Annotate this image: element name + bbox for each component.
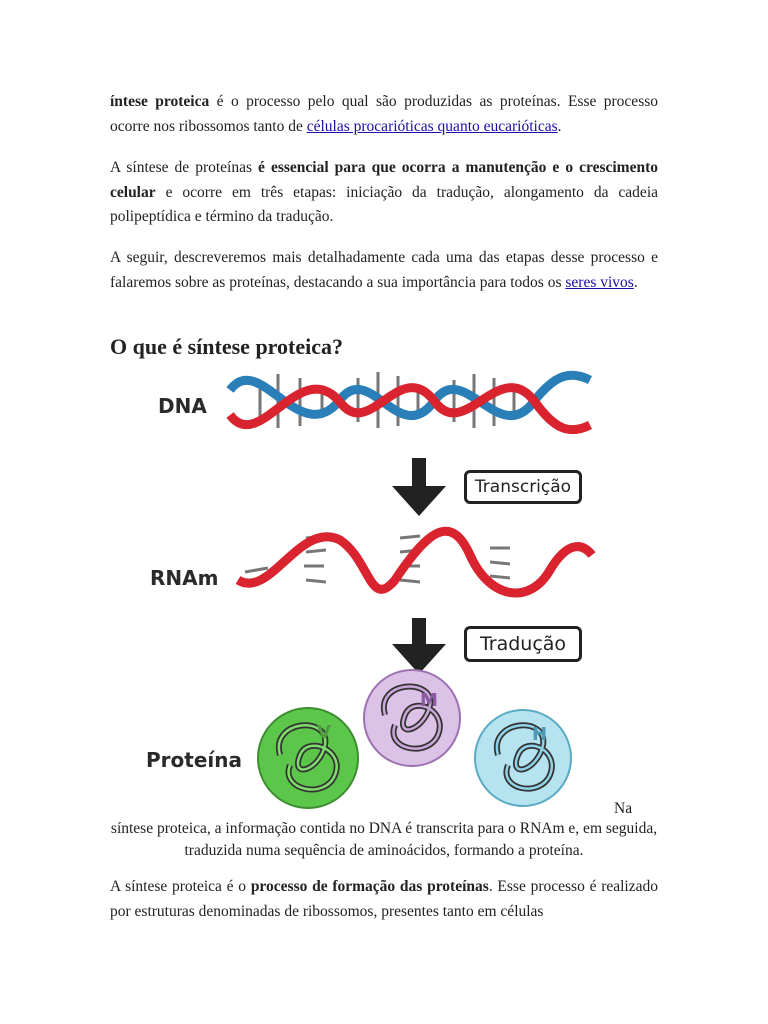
protein-sphere-green-icon	[258, 708, 358, 808]
dna-helix-icon	[230, 372, 590, 430]
paragraph-text: e ocorre em três etapas: iniciação da tradução, alongamento da cadeia polipeptídica e término da tradução.	[110, 183, 658, 226]
protein-sphere-cyan-icon	[475, 710, 571, 806]
label-rnam: RNAm	[150, 566, 219, 590]
bold-term: íntese proteica	[110, 93, 210, 110]
section-heading: O que é síntese proteica?	[110, 334, 344, 359]
paragraph-text: . Esse processo é realizado por estruturas denominadas de ribossomos, presentes tanto em células	[110, 878, 658, 920]
period: .	[633, 273, 638, 291]
protein-letter-h: H	[532, 724, 548, 745]
protein-letter-v: V	[317, 722, 331, 743]
bold-term: processo de formação das proteínas	[250, 878, 489, 895]
bold-term: é essencial para que ocorra a manutenção e o crescimento celular	[110, 159, 658, 201]
step-traducao-box: Tradução	[464, 626, 582, 662]
step-transcricao-box: Transcrição	[464, 470, 582, 504]
paragraph-text: A síntese de proteínas	[110, 159, 259, 176]
caption-lead: Na	[614, 800, 633, 817]
arrow-down-icon	[392, 458, 446, 516]
paragraph-formation	[110, 875, 658, 924]
period: .	[557, 117, 562, 135]
paragraph-next	[110, 246, 658, 295]
protein-letter-m: M	[420, 690, 438, 711]
label-proteina: Proteína	[146, 748, 242, 772]
protein-sphere-purple-icon	[364, 670, 460, 766]
cells-link[interactable]: células procarióticas quanto eucarióticas	[306, 117, 558, 135]
label-dna: DNA	[158, 394, 207, 418]
paragraph-text: é o processo pelo qual são produzidas as proteínas. Esse processo ocorre nos ribossomos tanto de	[110, 93, 659, 135]
paragraph-text: A seguir, descreveremos mais detalhadamente cada uma das etapas desse processo e falaremos sobre as proteínas, destacando a sua importância para todos os	[110, 249, 658, 291]
paragraph-text: A síntese proteica é o	[110, 878, 251, 895]
living-beings-link[interactable]: seres vivos	[565, 273, 634, 291]
protein-synthesis-diagram	[130, 360, 610, 810]
figure-caption: síntese proteica, a informação contida no DNA é transcrita para o RNAm e, em seguida, traduzida numa sequência de aminoácidos, formando a proteína.	[110, 820, 658, 859]
arrow-down-icon	[392, 618, 446, 674]
paragraph-stages	[110, 156, 658, 230]
rna-strand-icon	[238, 531, 592, 593]
paragraph-intro	[110, 90, 658, 139]
